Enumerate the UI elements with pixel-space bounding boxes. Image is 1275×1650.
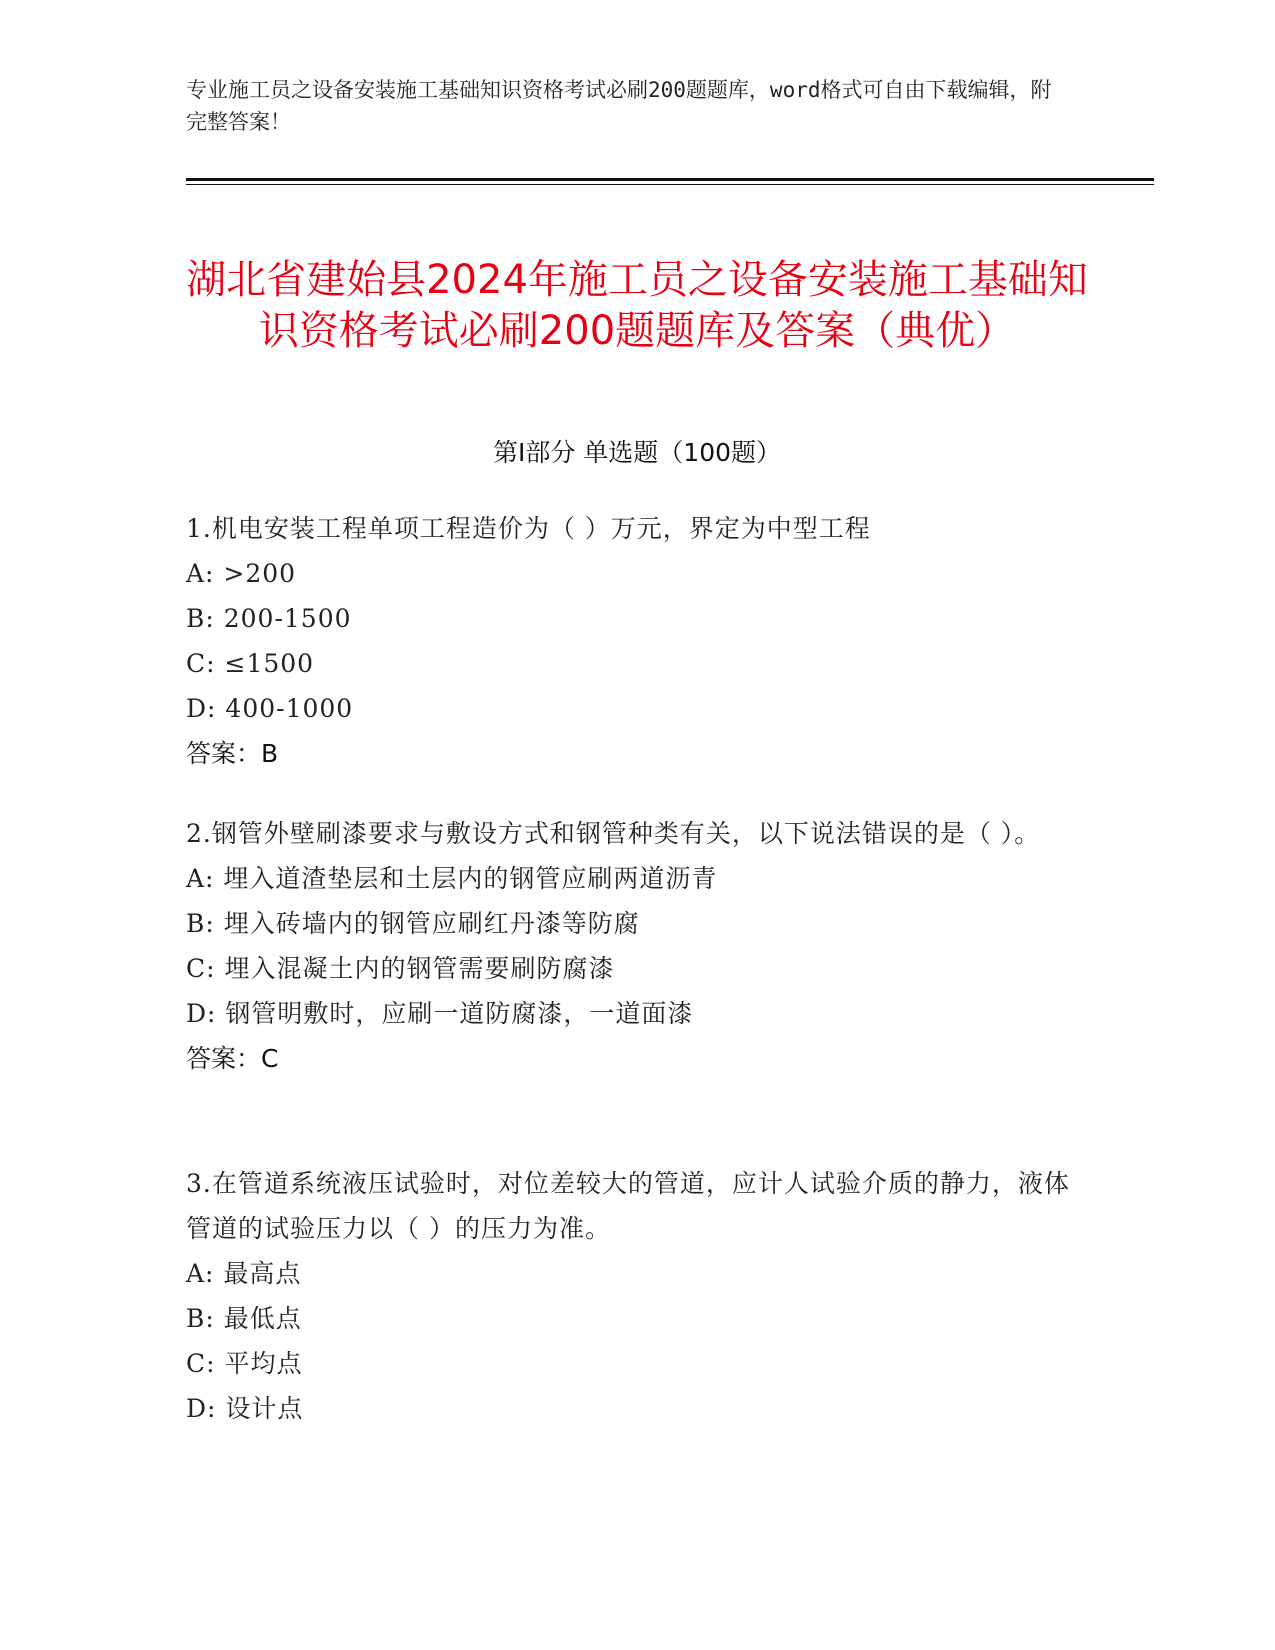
section-heading: 第Ⅰ部分 单选题（100题） [492,438,782,467]
header-note: 专业施工员之设备安装施工基础知识资格考试必刷200题题库，word格式可自由下载编辑，附完整答案！ [186,78,1052,134]
option-d: D: 钢管明敷时，应刷一道防腐漆，一道面漆 [186,999,694,1028]
header-divider-thick [186,178,1154,181]
option-d: D: 设计点 [186,1394,304,1423]
option-b: B: 最低点 [186,1304,302,1333]
option-a: A: 最高点 [186,1259,302,1288]
document-title: 湖北省建始县2024年施工员之设备安装施工基础知识资格考试必刷200题题库及答案（典优） [186,256,1088,354]
question-text: 3.在管道系统液压试验时，对位差较大的管道，应计人试验介质的静力，液体管道的试验压力以（ ）的压力为准。 [186,1169,1070,1243]
option-a: A: >200 [186,559,297,588]
header-divider-thin [186,184,1154,185]
question-text: 2.钢管外壁刷漆要求与敷设方式和钢管种类有关，以下说法错误的是（ ）。 [186,819,1041,848]
answer-line: 答案：B [186,739,279,768]
option-c: C: 平均点 [186,1349,303,1378]
question-text: 1.机电安装工程单项工程造价为（ ）万元，界定为中型工程 [186,514,871,543]
question-1 [186,506,1086,776]
option-b: B: 200-1500 [186,604,352,633]
option-d: D: 400-1000 [186,694,354,723]
option-c: C: 埋入混凝土内的钢管需要刷防腐漆 [186,954,615,983]
answer-line: 答案：C [186,1044,279,1073]
question-2 [186,811,1086,1081]
option-c: C: ≤1500 [186,649,315,678]
option-b: B: 埋入砖墙内的钢管应刷红丹漆等防腐 [186,909,640,938]
option-a: A: 埋入道渣垫层和土层内的钢管应刷两道沥青 [186,864,718,893]
question-3 [186,1161,1086,1431]
